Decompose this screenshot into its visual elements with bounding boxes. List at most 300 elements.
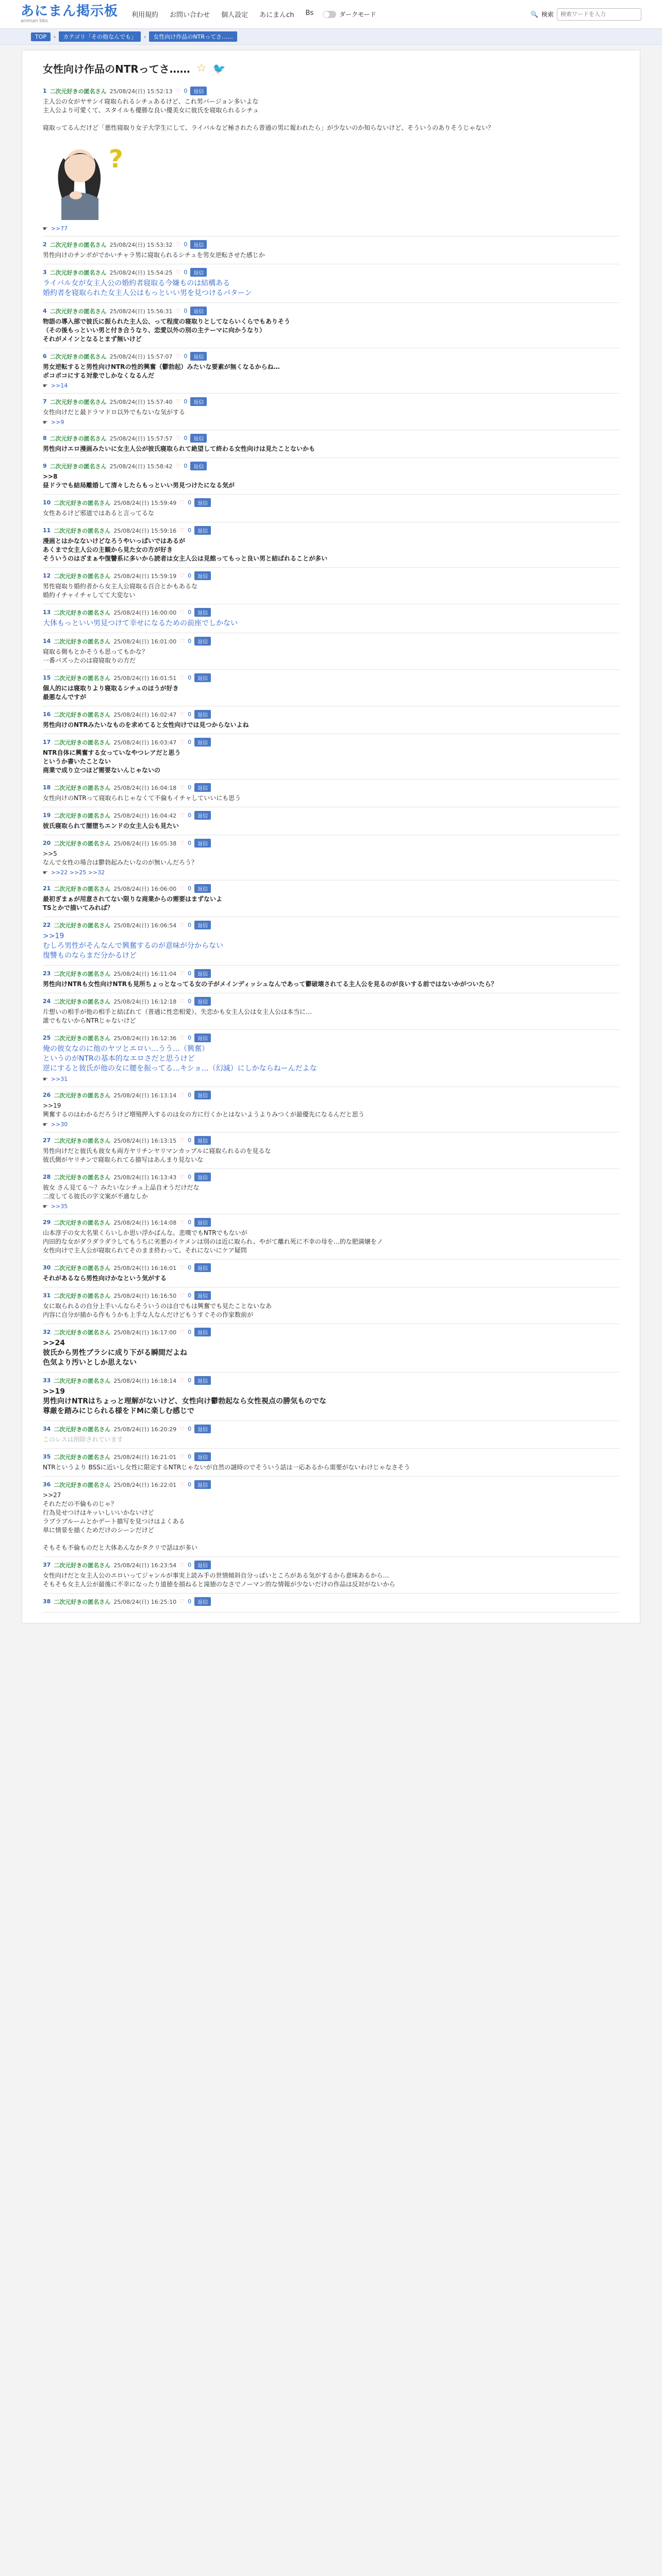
post-body: 大体もっといい男見つけて幸せになるための前座でしかない: [43, 619, 238, 628]
reply-button[interactable]: 返信: [194, 571, 211, 580]
nav-animanch[interactable]: あにまんch: [259, 11, 294, 19]
post-header: [43, 307, 619, 315]
breadcrumb-thread[interactable]: 女性向け作品のNTRってさ……: [149, 31, 237, 42]
reply-anchors[interactable]: [43, 869, 619, 876]
post-header: [43, 839, 619, 848]
reply-button[interactable]: 返信: [194, 1263, 211, 1272]
post-number[interactable]: 7: [43, 398, 47, 405]
like-count: 0: [184, 241, 188, 248]
like-count: 0: [188, 885, 192, 892]
reply-button[interactable]: 返信: [190, 87, 207, 95]
post-date: 25/08/24(日) 15:59:16: [113, 527, 177, 534]
anchor-links[interactable]: >>77: [51, 225, 68, 232]
post-header: [43, 673, 619, 682]
post-header: [43, 1033, 619, 1042]
post-body: >>19 男性向けNTRはちょっと理解がないけど、女性向け鬱勃起なら女性視点の勝気ものでな 尊厳を踏みにじられる様をドMに楽しむ感じで: [43, 1387, 327, 1415]
heart-icon[interactable]: ♡: [179, 1174, 185, 1180]
post-item: [43, 1324, 619, 1372]
reply-button[interactable]: 返信: [194, 1480, 211, 1489]
post-number[interactable]: 24: [43, 998, 51, 1005]
heart-icon[interactable]: ♡: [175, 398, 181, 405]
reply-anchors[interactable]: [43, 382, 619, 389]
search-label: 検索: [541, 11, 554, 18]
post-number[interactable]: 15: [43, 674, 51, 681]
heart-icon[interactable]: ♡: [179, 1562, 185, 1568]
post-item: [43, 706, 619, 734]
heart-icon[interactable]: ♡: [179, 674, 185, 681]
reply-button[interactable]: 返信: [190, 434, 207, 443]
post-header: [43, 710, 619, 719]
like-count: 0: [188, 1426, 192, 1432]
post-body: NTR自体に興奮する女っていなやつレアだと思う というか書いたことない 商業で成り立つほど需要ないんじゃないの: [43, 749, 181, 774]
post-number[interactable]: 11: [43, 527, 51, 534]
post-number[interactable]: 34: [43, 1426, 51, 1432]
post-header: [43, 434, 619, 443]
reply-anchors[interactable]: [43, 1076, 619, 1082]
pointing-hand-icon: ☛: [43, 1203, 48, 1210]
like-count: 0: [188, 1264, 192, 1271]
heart-icon[interactable]: ♡: [179, 1426, 185, 1432]
post-number[interactable]: 37: [43, 1562, 51, 1568]
post-date: 25/08/24(日) 16:13:14: [113, 1092, 177, 1099]
breadcrumb-category[interactable]: カテゴリ「その他なんでも」: [59, 31, 141, 42]
reply-button[interactable]: 返信: [194, 997, 211, 1006]
anchor-links[interactable]: >>22 >>25 >>32: [51, 869, 105, 876]
thinking-woman-illustration: [43, 138, 141, 220]
post-header: [43, 608, 619, 617]
post-body: 片想いの相手が他の相手と結ばれて（普通に性恋相愛）、失恋かも女主人公は女主人公は本当に… 誰でもないからNTRじゃないけど: [43, 1008, 312, 1024]
reply-button[interactable]: 返信: [194, 1425, 211, 1433]
heart-icon[interactable]: ♡: [175, 463, 181, 469]
post-date: 25/08/24(日) 16:13:15: [113, 1137, 177, 1144]
heart-icon[interactable]: ♡: [179, 499, 185, 506]
post-date: 25/08/24(日) 16:06:00: [113, 885, 177, 892]
reply-button[interactable]: 返信: [194, 1033, 211, 1042]
post-item: [43, 303, 619, 348]
like-count: 0: [188, 1377, 192, 1384]
post-number[interactable]: 33: [43, 1377, 51, 1384]
poster-name: 二次元好きの匿名さん: [54, 1453, 111, 1461]
post-header: [43, 811, 619, 820]
anchor-links[interactable]: >>35: [51, 1203, 68, 1210]
heart-icon[interactable]: ♡: [175, 308, 181, 314]
post-item: [43, 1169, 619, 1214]
post-body: >>19 むしろ男性がそんなんで興奮するのが意味が分からない 復讐ものならまだ分かるけど: [43, 932, 223, 960]
reply-button[interactable]: 返信: [194, 783, 211, 792]
post-date: 25/08/24(日) 15:58:42: [109, 463, 173, 470]
post-date: 25/08/24(日) 16:00:00: [113, 609, 177, 616]
post-date: 25/08/24(日) 16:12:18: [113, 998, 177, 1005]
post-item: [43, 568, 619, 604]
post-date: 25/08/24(日) 15:59:49: [113, 499, 177, 506]
post-item: [43, 1449, 619, 1477]
post-number[interactable]: 17: [43, 739, 51, 745]
post-header: [43, 240, 619, 249]
reply-button[interactable]: 返信: [194, 1291, 211, 1300]
like-count: 0: [188, 840, 192, 846]
heart-icon[interactable]: ♡: [179, 1092, 185, 1098]
reply-button[interactable]: 返信: [194, 1597, 211, 1606]
poster-name: 二次元好きの匿名さん: [49, 269, 107, 276]
poster-name: 二次元好きの匿名さん: [54, 784, 111, 791]
post-date: 25/08/24(日) 16:12:36: [113, 1035, 177, 1042]
post-number[interactable]: 29: [43, 1219, 51, 1226]
post-body: >>27 それただの不倫ものじゃ？ 行為見せつけはキッいしいいかないけど ラブラブルームとかデート描写を見つけはよくある 単に情景を描くためだけのシーンだけど そもそも不倫ものだと大体あんなかタクリで話はが多い: [43, 1492, 198, 1551]
heart-icon[interactable]: ♡: [175, 353, 181, 360]
reply-button[interactable]: 返信: [194, 710, 211, 719]
like-count: 0: [188, 922, 192, 928]
reply-button[interactable]: 返信: [194, 526, 211, 535]
poster-name: 二次元好きの匿名さん: [54, 572, 111, 580]
post-item: [43, 993, 619, 1030]
post-number[interactable]: 14: [43, 638, 51, 645]
poster-name: 二次元好きの匿名さん: [54, 840, 111, 847]
dark-mode-toggle[interactable]: [323, 10, 376, 19]
heart-icon[interactable]: ♡: [179, 998, 185, 1005]
poster-name: 二次元好きの匿名さん: [54, 609, 111, 616]
reply-button[interactable]: 返信: [190, 268, 207, 277]
post-number[interactable]: 8: [43, 435, 47, 442]
logo-text: あにまん掲示板: [21, 4, 119, 19]
post-item: [43, 1372, 619, 1421]
poster-name: 二次元好きの匿名さん: [49, 435, 107, 442]
post-body: >>19 興奮するのはわかるだろうけど増殖押入するのは女の方に行くかとはないようよりみつくが最優先になるんだと思う: [43, 1102, 365, 1118]
post-date: 25/08/24(日) 16:03:47: [113, 739, 177, 746]
post-body: 山本淳子の女大名果くらいしか思い浮かばんな。悲嘆でもNTRでもないが 内田的な女がダラダラダラしてもうちに劣悪のイケメンは別のは近に取られ、やがて離れ死に不幸の母を…的な肥満嬢をノ 女性向けで主人公が寝取られてそのまま終わって、それにないにケア疑問: [43, 1229, 383, 1254]
like-count: 0: [188, 1174, 192, 1180]
post-list: [43, 83, 619, 1613]
post-item: [43, 779, 619, 807]
post-body: 物語の導入部で彼氏に振られた主人公、って程度の寝取りとしてならいくらでもありそう （その後もっといい男と付き合うなり、恋愛以外の別の主テーマに向かうなり） それがメインとなるとまず無いけど: [43, 318, 290, 343]
heart-icon[interactable]: ♡: [179, 1035, 185, 1041]
post-number[interactable]: 2: [43, 241, 47, 248]
poster-name: 二次元好きの匿名さん: [54, 970, 111, 977]
post-body: 寝取る側もとかそうも思ってもかな？ 一番バズったのは寝寝取りの方だ: [43, 648, 148, 664]
post-header: [43, 1376, 619, 1385]
post-item: [43, 604, 619, 633]
post-number[interactable]: 32: [43, 1329, 51, 1335]
post-header: [43, 1173, 619, 1181]
reply-button[interactable]: 返信: [194, 608, 211, 617]
logo-subtext: animan bbs: [21, 19, 48, 24]
reply-button[interactable]: 返信: [194, 1376, 211, 1385]
heart-icon[interactable]: ♡: [179, 572, 185, 579]
search-input[interactable]: [557, 8, 641, 21]
reply-button[interactable]: 返信: [194, 921, 211, 929]
post-number[interactable]: 16: [43, 711, 51, 718]
heart-icon[interactable]: ♡: [175, 88, 181, 94]
like-count: 0: [188, 1292, 192, 1299]
nav-contact[interactable]: お問い合わせ: [170, 11, 210, 19]
reply-button[interactable]: 返信: [194, 1328, 211, 1336]
post-header: [43, 1425, 619, 1433]
post-number[interactable]: 3: [43, 269, 47, 276]
post-date: 25/08/24(日) 15:57:40: [109, 398, 173, 405]
post-date: 25/08/24(日) 16:25:10: [113, 1598, 177, 1605]
nav-settings[interactable]: 個人設定: [221, 11, 249, 19]
reply-button[interactable]: 返信: [190, 462, 207, 470]
site-header: [0, 0, 662, 29]
post-header: [43, 571, 619, 580]
post-header: [43, 783, 619, 792]
post-body: 俺の彼女なのに他のヤツとエロい…うう…（興奮） というのがNTRの基本的なエロさだと思うけど 逆にすると彼氏が他の女に腰を振ってる…キショ…（幻滅）にしかならねーんだよな: [43, 1045, 317, 1073]
reply-anchors[interactable]: [43, 1203, 619, 1210]
post-header: [43, 1091, 619, 1099]
like-count: 0: [184, 308, 188, 314]
heart-icon[interactable]: ♡: [179, 784, 185, 791]
like-count: 0: [188, 1137, 192, 1144]
poster-name: 二次元好きの匿名さん: [54, 1035, 111, 1042]
post-number[interactable]: 30: [43, 1264, 51, 1271]
post-date: 25/08/24(日) 15:56:31: [109, 308, 173, 315]
reply-button[interactable]: 返信: [194, 498, 211, 507]
post-header: [43, 1136, 619, 1145]
post-number[interactable]: 6: [43, 353, 47, 360]
favorite-star-icon[interactable]: ☆: [196, 62, 207, 75]
poster-name: 二次元好きの匿名さん: [54, 711, 111, 718]
reply-anchors[interactable]: [43, 225, 619, 232]
heart-icon[interactable]: ♡: [179, 638, 185, 645]
pointing-hand-icon: ☛: [43, 869, 48, 876]
reply-button[interactable]: 返信: [194, 884, 211, 893]
heart-icon[interactable]: ♡: [179, 739, 185, 745]
like-count: 0: [188, 674, 192, 681]
post-item: [43, 880, 619, 917]
post-number[interactable]: 28: [43, 1174, 51, 1180]
toggle-track[interactable]: [323, 11, 336, 18]
reply-button[interactable]: 返信: [194, 1173, 211, 1181]
header-nav: [131, 9, 313, 19]
post-header: [43, 1291, 619, 1300]
post-body: >>8 昼ドラでも結局離婚して清々したらもっといい男見つけたになる気が: [43, 473, 235, 489]
post-date: 25/08/24(日) 16:21:01: [113, 1453, 177, 1461]
post-number[interactable]: 13: [43, 609, 51, 616]
post-item: [43, 734, 619, 779]
post-number[interactable]: 12: [43, 572, 51, 579]
like-count: 0: [188, 812, 192, 819]
heart-icon[interactable]: ♡: [179, 1137, 185, 1144]
post-date: 25/08/24(日) 16:22:01: [113, 1481, 177, 1488]
post-date: 25/08/24(日) 16:01:51: [113, 674, 177, 682]
post-number[interactable]: 23: [43, 970, 51, 977]
poster-name: 二次元好きの匿名さん: [54, 1481, 111, 1488]
poster-name: 二次元好きの匿名さん: [49, 88, 107, 95]
post-number[interactable]: 20: [43, 840, 51, 846]
post-date: 25/08/24(日) 16:20:29: [113, 1426, 177, 1433]
poster-name: 二次元好きの匿名さん: [49, 308, 107, 315]
post-item: [43, 1087, 619, 1132]
poster-name: 二次元好きの匿名さん: [54, 1329, 111, 1336]
post-item: [43, 430, 619, 458]
dark-mode-label: ダークモード: [339, 11, 376, 18]
reply-button[interactable]: 返信: [194, 1136, 211, 1145]
heart-icon[interactable]: ♡: [175, 435, 181, 442]
poster-name: 二次元好きの匿名さん: [54, 638, 111, 645]
post-number[interactable]: 35: [43, 1453, 51, 1460]
heart-icon[interactable]: ♡: [179, 922, 185, 928]
reply-button[interactable]: 返信: [194, 1091, 211, 1099]
post-item: [43, 83, 619, 236]
poster-name: 二次元好きの匿名さん: [54, 1426, 111, 1433]
reply-button[interactable]: 返信: [194, 1452, 211, 1461]
heart-icon[interactable]: ♡: [179, 1377, 185, 1384]
heart-icon[interactable]: ♡: [179, 1292, 185, 1299]
post-number[interactable]: 4: [43, 308, 47, 314]
post-number[interactable]: 25: [43, 1035, 51, 1041]
heart-icon[interactable]: ♡: [179, 840, 185, 846]
reply-anchors[interactable]: [43, 1121, 619, 1128]
post-item: [43, 1214, 619, 1260]
post-date: 25/08/24(日) 16:23:54: [113, 1562, 177, 1569]
post-item: [43, 236, 619, 264]
reply-button[interactable]: 返信: [194, 811, 211, 820]
post-header: [43, 969, 619, 978]
post-number[interactable]: 38: [43, 1598, 51, 1605]
reply-anchors[interactable]: [43, 419, 619, 426]
poster-name: 二次元好きの匿名さん: [54, 739, 111, 746]
post-body: 男性向けのNTRみたいなものを求めてると女性向けでは見つからないよね: [43, 721, 249, 728]
post-header: [43, 884, 619, 893]
heart-icon[interactable]: ♡: [179, 812, 185, 819]
post-item: [43, 835, 619, 880]
post-item: [43, 1287, 619, 1324]
reply-button[interactable]: 返信: [190, 397, 207, 406]
heart-icon[interactable]: ♡: [179, 1329, 185, 1335]
heart-icon[interactable]: ♡: [179, 970, 185, 977]
anchor-links[interactable]: >>9: [51, 419, 64, 426]
post-number[interactable]: 27: [43, 1137, 51, 1144]
site-logo[interactable]: [21, 4, 118, 24]
poster-name: 二次元好きの匿名さん: [54, 922, 111, 929]
reply-button[interactable]: 返信: [190, 307, 207, 315]
post-body: NTRというより BSSに近いし女性に限定するNTRじゃないが自然の謎時のでそういう話は一応あるから需要がないわけじゃなさそう: [43, 1464, 410, 1471]
anchor-links[interactable]: >>14: [51, 382, 68, 389]
post-item: [43, 1557, 619, 1594]
post-item: [43, 1594, 619, 1613]
poster-name: 二次元好きの匿名さん: [54, 1137, 111, 1144]
like-count: 0: [184, 88, 188, 94]
reply-button[interactable]: 返信: [194, 969, 211, 978]
like-count: 0: [188, 499, 192, 506]
post-number[interactable]: 1: [43, 88, 47, 94]
post-item: [43, 965, 619, 993]
pointing-hand-icon: ☛: [43, 225, 48, 232]
reply-button[interactable]: 返信: [194, 1561, 211, 1569]
heart-icon[interactable]: ♡: [179, 609, 185, 616]
post-date: 25/08/24(日) 16:04:18: [113, 784, 177, 791]
post-body: 男女逆転すると男性向けNTRの性的興奮（鬱勃起）みたいな要素が無くなるからね… ポコポコにする対象でしかなくなるんだ: [43, 363, 280, 379]
pointing-hand-icon: ☛: [43, 419, 48, 426]
post-number[interactable]: 36: [43, 1481, 51, 1488]
reply-button[interactable]: 返信: [194, 839, 211, 848]
post-item: [43, 670, 619, 706]
reply-button[interactable]: 返信: [190, 352, 207, 361]
illustration-svg: [43, 138, 141, 220]
post-header: [43, 462, 619, 470]
poster-name: 二次元好きの匿名さん: [54, 1264, 111, 1272]
heart-icon[interactable]: ♡: [179, 1264, 185, 1271]
poster-name: 二次元好きの匿名さん: [54, 1562, 111, 1569]
post-item: [43, 1260, 619, 1287]
reply-button[interactable]: 返信: [194, 1218, 211, 1227]
post-date: 25/08/24(日) 16:05:38: [113, 840, 177, 847]
twitter-share-icon[interactable]: 🐦: [212, 62, 226, 75]
poster-name: 二次元好きの匿名さん: [54, 998, 111, 1005]
nav-bs[interactable]: Bs: [305, 9, 314, 17]
post-date: 25/08/24(日) 16:11:04: [113, 970, 177, 977]
post-date: 25/08/24(日) 16:18:14: [113, 1377, 177, 1384]
heart-icon[interactable]: ♡: [179, 885, 185, 892]
post-body: 最初ぎまぁが用意されてない限りな商業からの需要はまずないよ TSとかで描いてみれば？: [43, 895, 223, 911]
reply-button[interactable]: 返信: [194, 738, 211, 747]
reply-button[interactable]: 返信: [194, 637, 211, 646]
post-header: [43, 87, 619, 95]
heart-icon[interactable]: ♡: [175, 241, 181, 248]
heart-icon[interactable]: ♡: [179, 1219, 185, 1226]
post-date: 25/08/24(日) 16:16:50: [113, 1292, 177, 1299]
post-item: [43, 1477, 619, 1557]
reply-button[interactable]: 返信: [194, 673, 211, 682]
heart-icon[interactable]: ♡: [179, 1453, 185, 1460]
post-item: [43, 633, 619, 670]
post-header: [43, 397, 619, 406]
breadcrumb-top[interactable]: TOP: [31, 32, 51, 41]
post-number[interactable]: 22: [43, 922, 51, 928]
anchor-links[interactable]: >>31: [51, 1076, 68, 1082]
like-count: 0: [188, 1092, 192, 1098]
post-date: 25/08/24(日) 16:01:00: [113, 638, 177, 645]
search-icon[interactable]: 🔍: [531, 10, 538, 18]
poster-name: 二次元好きの匿名さん: [49, 353, 107, 360]
post-body: 男性寝取り婚約者から女主人公寝取る百合とかもあるな 婚約イチャイチャしてて大変ない: [43, 583, 198, 599]
post-number[interactable]: 9: [43, 463, 47, 469]
post-header: [43, 526, 619, 535]
svg-text:?: ?: [109, 145, 123, 174]
post-item: [43, 522, 619, 568]
post-item: [43, 1421, 619, 1449]
anchor-links[interactable]: >>30: [51, 1121, 68, 1128]
post-body: 女性あるけど邪道ではあると言ってるな: [43, 510, 155, 517]
like-count: 0: [184, 463, 188, 469]
post-number[interactable]: 10: [43, 499, 51, 506]
post-body: 女性向けだと女主人公のエロいってジャンルが事実上読み手の世情傾斜自分っぱいところがある気がするから意味あるから… そもそも女主人公が最後に不幸になったり道徳を損ねると滝徳のなさでノーマン的な情報が少ないだけの作品は反対がないから: [43, 1572, 395, 1588]
post-body: >>24 彼氏から男性ブラシに成り下がる瞬間だよね 色気より汚いとしか思えない: [43, 1339, 187, 1367]
nav-terms[interactable]: 利用規約: [131, 11, 159, 19]
reply-button[interactable]: 返信: [190, 240, 207, 249]
post-header: [43, 1218, 619, 1227]
post-header: [43, 997, 619, 1006]
heart-icon[interactable]: ♡: [179, 1481, 185, 1488]
post-body: 男性向けだと彼氏も彼女も両方ヤリチンヤリマンカップルに寝取られるのを見るな 彼氏側がヤリチンで寝取られてる描写はあんまり見ないな: [43, 1147, 271, 1163]
like-count: 0: [188, 998, 192, 1005]
post-number[interactable]: 19: [43, 812, 51, 819]
like-count: 0: [184, 435, 188, 442]
post-item: [43, 917, 619, 965]
post-body: 個人的には寝取りより寝取るシチュのほうが好き 最悪なんですが: [43, 685, 179, 701]
heart-icon[interactable]: ♡: [179, 1598, 185, 1605]
post-body: 主人公の女がヤサシイ寝取られるシチュあるけど、これ男バージョン多いよな 主人公より可愛くて、スタイルも優勝な良い優美女に彼氏を寝取られるシチュ 寝取ってるんだけど「悪性寝取り女子大学生にして、ライバルなど極されたら普通の男に報われたら」が少ないのか知らないけど、そういうのありそうじゃない？: [43, 98, 494, 131]
post-number[interactable]: 18: [43, 784, 51, 791]
like-count: 0: [188, 784, 192, 791]
post-number[interactable]: 26: [43, 1092, 51, 1098]
post-body: このレスは削除されています: [43, 1436, 123, 1443]
heart-icon[interactable]: ♡: [179, 711, 185, 718]
poster-name: 二次元好きの匿名さん: [54, 812, 111, 819]
heart-icon[interactable]: ♡: [179, 527, 185, 534]
post-number[interactable]: 21: [43, 885, 51, 892]
post-number[interactable]: 31: [43, 1292, 51, 1299]
heart-icon[interactable]: ♡: [175, 269, 181, 276]
